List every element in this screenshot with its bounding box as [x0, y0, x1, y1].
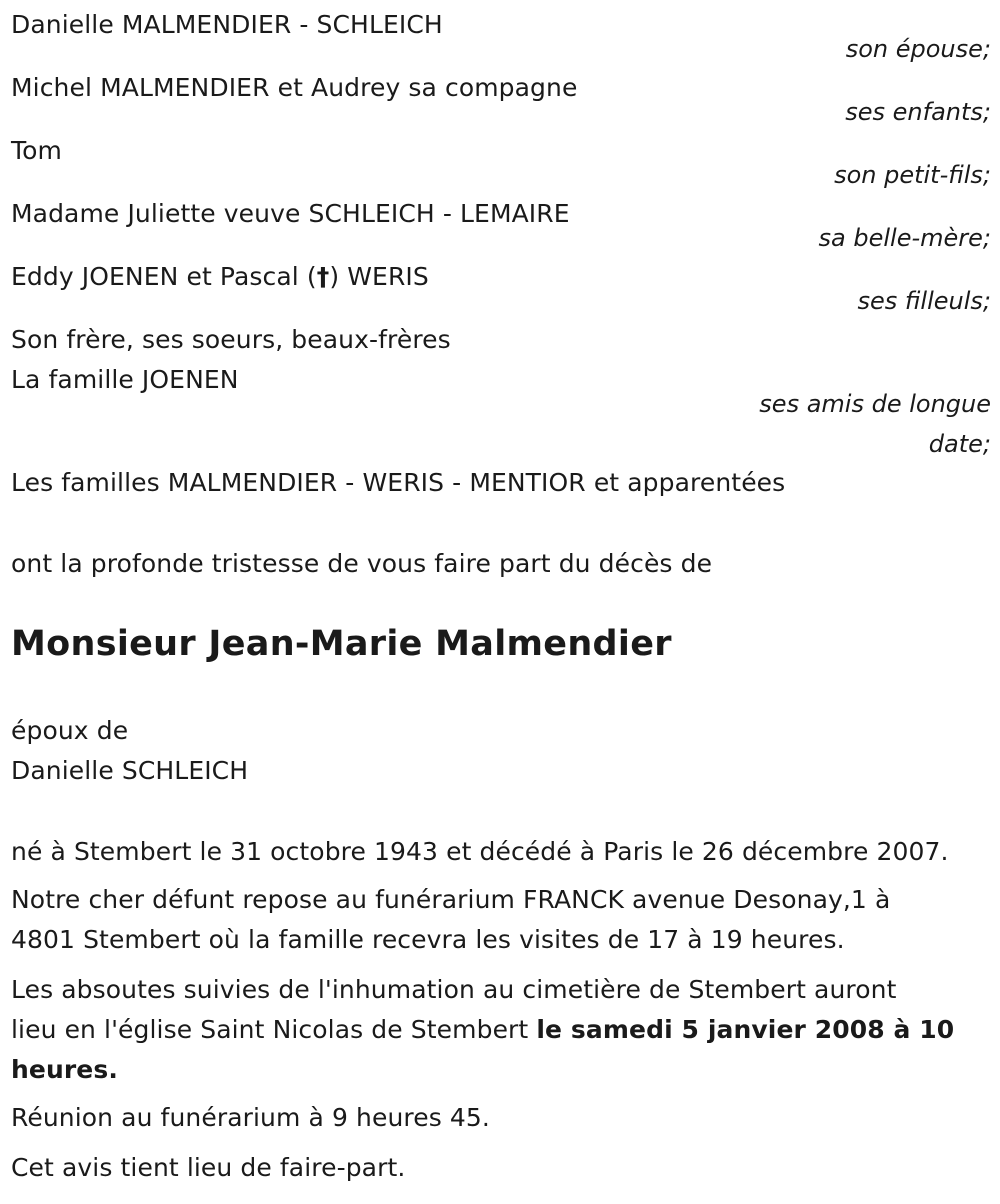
obituary-document	[11, 0, 991, 1204]
ceremony-date: le samedi 5 janvier 2008 à 10	[536, 1015, 955, 1044]
family-joenen-line: La famille JOENEN	[11, 365, 239, 394]
godchildren-name-after: ) WERIS	[329, 262, 429, 291]
ceremony-line3: heures.	[11, 1055, 118, 1084]
spouse-name: Danielle SCHLEICH	[11, 756, 249, 785]
mother-in-law-role: sa belle-mère;	[818, 224, 991, 252]
birth-death-text: né à Stembert le 31 octobre 1943 et décédé à Paris le 26 décembre 2007.	[11, 837, 949, 866]
grandson-name: Tom	[11, 136, 62, 165]
families-line: Les familles MALMENDIER - WERIS - MENTIOR et apparentées	[11, 468, 786, 497]
ceremony-line2	[11, 1010, 954, 1050]
godchildren-name	[11, 257, 429, 297]
cross-icon: †	[316, 262, 330, 291]
grandson-role: son petit-fils;	[834, 161, 991, 189]
ceremony-line1: Les absoutes suivies de l'inhumation au cimetière de Stembert auront	[11, 975, 897, 1004]
repose-line2: 4801 Stembert où la famille recevra les visites de 17 à 19 heures.	[11, 925, 845, 954]
announcement-text: ont la profonde tristesse de vous faire part du décès de	[11, 549, 713, 578]
spouse-label: époux de	[11, 716, 129, 745]
wife-role: son épouse;	[845, 35, 991, 63]
friends-role-line1: ses amis de longue	[759, 390, 991, 418]
repose-line1: Notre cher défunt repose au funérarium FRANCK avenue Desonay,1 à	[11, 885, 891, 914]
godchildren-name-before: Eddy JOENEN et Pascal (	[11, 262, 317, 291]
godchildren-role: ses filleuls;	[857, 287, 991, 315]
closing-text: Cet avis tient lieu de faire-part.	[11, 1153, 406, 1182]
wife-name: Danielle MALMENDIER - SCHLEICH	[11, 10, 443, 39]
friends-role-line2: date;	[928, 430, 991, 458]
siblings-line: Son frère, ses soeurs, beaux-frères	[11, 325, 451, 354]
deceased-name: Monsieur Jean-Marie Malmendier	[11, 624, 672, 664]
children-role: ses enfants;	[845, 98, 991, 126]
reunion-text: Réunion au funérarium à 9 heures 45.	[11, 1103, 490, 1132]
ceremony-place: lieu en l'église Saint Nicolas de Stembert	[11, 1015, 537, 1044]
mother-in-law-name: Madame Juliette veuve SCHLEICH - LEMAIRE	[11, 199, 570, 228]
children-name: Michel MALMENDIER et Audrey sa compagne	[11, 73, 578, 102]
